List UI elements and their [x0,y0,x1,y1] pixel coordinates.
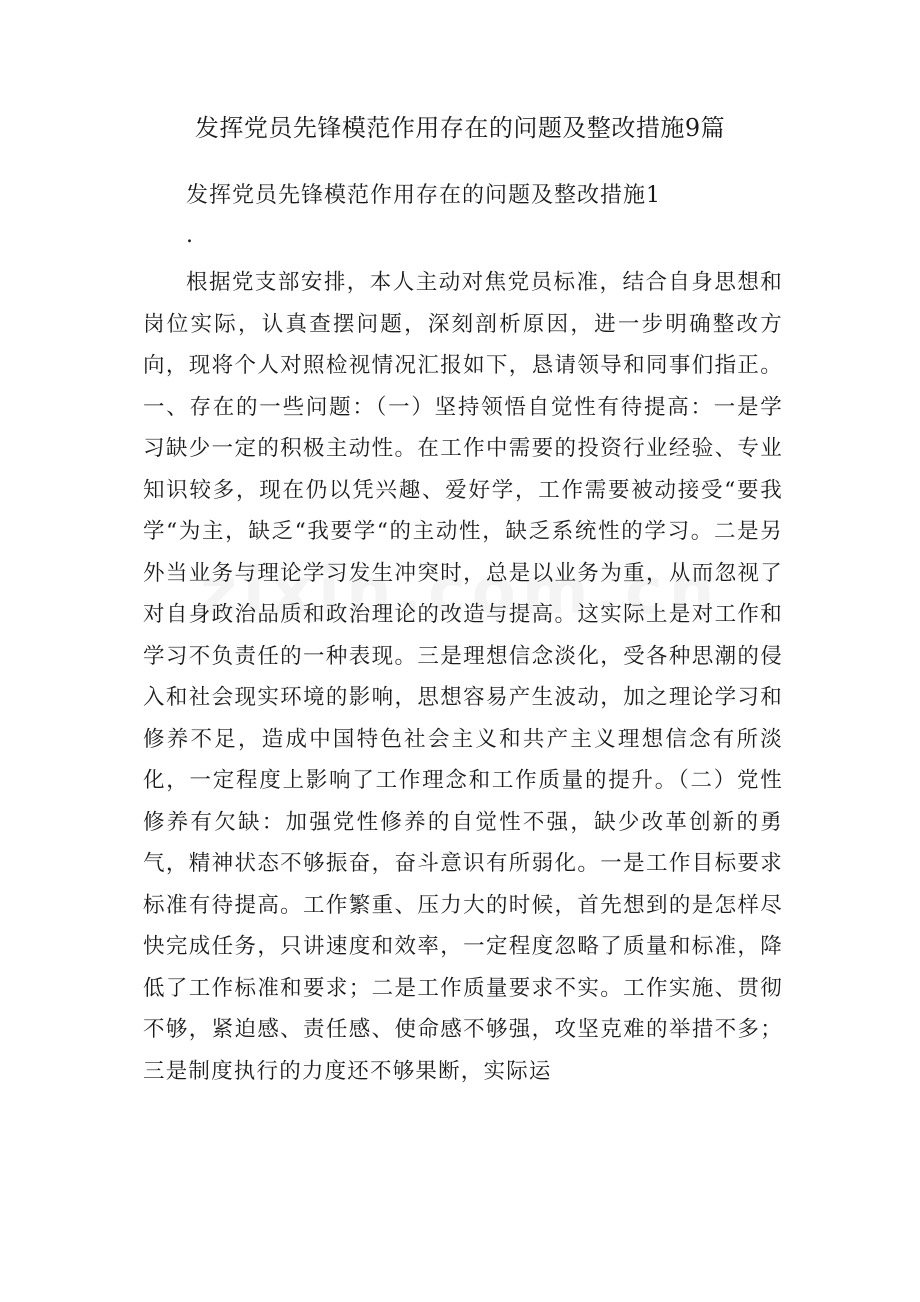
body-paragraph: 根据党支部安排，本人主动对焦党员标准，结合自身思想和岗位实际，认真查摆问题，深刻剖析原因，进一步明确整改方向，现将个人对照检视情况汇报如下，恳请领导和同事们指正。一、存在的一些问题：（一）坚持领悟自觉性有待提高：一是学习缺少一定的积极主动性。在工作中需要的投资行业经验、专业知识较多，现在仍以凭兴趣、爱好学，工作需要被动接受“要我学“为主，缺乏“我要学“的主动性，缺乏系统性的学习。二是另外当业务与理论学习发生冲突时，总是以业务为重，从而忽视了对自身政治品质和政治理论的改造与提高。这实际上是对工作和学习不负责任的一种表现。三是理想信念淡化，受各种思潮的侵入和社会现实环境的影响，思想容易产生波动，加之理论学习和修养不足，造成中国特色社会主义和共产主义理想信念有所淡化，一定程度上影响了工作理念和工作质量的提升。（二）党性修养有欠缺：加强党性修养的自觉性不强，缺少改革创新的勇气，精神状态不够振奋，奋斗意识有所弱化。一是工作目标要求标准有待提高。工作繁重、压力大的时候，首先想到的是怎样尽快完成任务，只讲速度和效率，一定程度忽略了质量和标准，降低了工作标准和要求；二是工作质量要求不实。工作实施、贯彻不够，紧迫感、责任感、使命感不够强，攻坚克难的举措不多；三是制度执行的力度还不够果断，实际运 [143,270,783,1084]
section-heading: 发挥党员先锋模范作用存在的问题及整改措施1 [186,183,661,208]
document-title: 发挥党员先锋模范作用存在的问题及整改措施9篇 [194,114,726,142]
heading-dot: . [186,223,193,248]
